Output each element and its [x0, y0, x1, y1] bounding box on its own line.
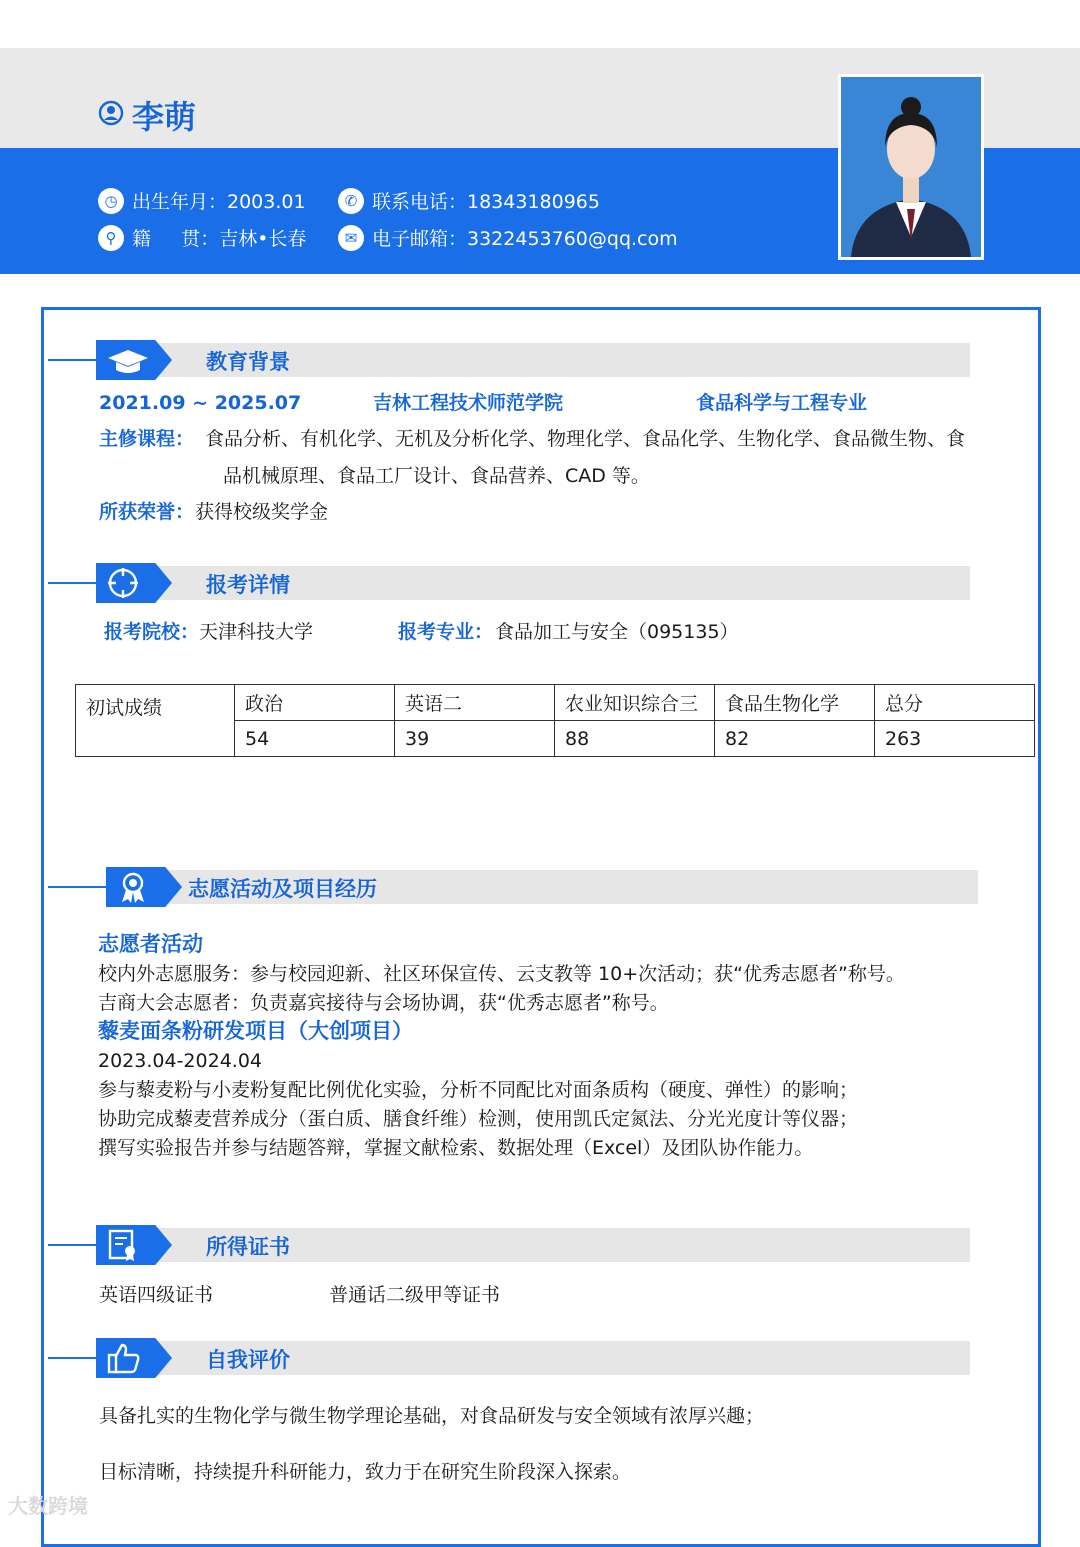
- section-title: 报考详情: [206, 573, 290, 597]
- section-title: 教育背景: [206, 350, 290, 374]
- phone-text: 联系电话：18343180965: [372, 191, 600, 213]
- edu-period: 2021.09 ~ 2025.07: [99, 392, 302, 414]
- table-header-cell: 食品生物化学: [715, 685, 875, 721]
- table-header-cell: 英语二: [395, 685, 555, 721]
- target-major-label: 报考专业：: [398, 621, 494, 643]
- birth-info: [98, 187, 306, 214]
- hometown-info: [98, 224, 306, 251]
- profile-photo: [838, 74, 984, 260]
- section-certificates: [48, 1225, 970, 1265]
- section-title: 自我评价: [206, 1348, 290, 1372]
- project-line-2: 协助完成藜麦营养成分（蛋白质、膳食纤维）检测，使用凯氏定氮法、分光光度计等仪器；: [98, 1108, 859, 1130]
- target-major: 食品加工与安全（095135）: [495, 621, 739, 643]
- score-row-label: 初试成绩: [76, 685, 235, 757]
- clock-icon: ◷: [98, 188, 124, 214]
- target-school-label: 报考院校：: [104, 621, 200, 643]
- project-line-3: 撰写实验报告并参与结题答辩，掌握文献检索、数据处理（Excel）及团队协作能力。: [98, 1137, 814, 1159]
- self-eval-line-2: 目标清晰，持续提升科研能力，致力于在研究生阶段深入探索。: [99, 1461, 632, 1483]
- project-line-1: 参与藜麦粉与小麦粉复配比例优化实验，分析不同配比对面条质构（硬度、弹性）的影响；: [98, 1079, 859, 1101]
- edu-major: 食品科学与工程专业: [696, 392, 868, 414]
- mail-icon: ✉: [338, 225, 364, 251]
- score-cell: 39: [395, 721, 555, 757]
- cert-2: 普通话二级甲等证书: [329, 1284, 501, 1306]
- name-row: [98, 92, 196, 138]
- project-period: 2023.04-2024.04: [98, 1050, 262, 1072]
- location-pin-icon: ⚲: [98, 225, 124, 251]
- table-header-cell: 总分: [875, 685, 1035, 721]
- edu-school: 吉林工程技术师范学院: [373, 392, 564, 414]
- score-cell: 82: [715, 721, 875, 757]
- user-icon: [98, 100, 124, 130]
- volunteer-line-1: 校内外志愿服务：参与校园迎新、社区环保宣传、云支教等 10+次活动；获“优秀志愿者”称号。: [98, 963, 905, 985]
- score-cell: 263: [875, 721, 1035, 757]
- table-header-cell: 政治: [235, 685, 395, 721]
- section-application: [48, 563, 970, 603]
- project-subtitle: 藜麦面条粉研发项目（大创项目）: [98, 1019, 413, 1043]
- courses-label: 主修课程：: [99, 428, 195, 450]
- section-education: [48, 340, 970, 380]
- score-cell: 54: [235, 721, 395, 757]
- email-text: 电子邮箱：3322453760@qq.com: [372, 228, 678, 250]
- phone-info: [338, 187, 600, 214]
- volunteer-subtitle: 志愿者活动: [98, 932, 203, 956]
- courses-line-2: 品机械原理、食品工厂设计、食品营养、CAD 等。: [223, 465, 650, 487]
- hometown-text: 籍 贯：吉林•长春: [132, 228, 307, 250]
- phone-icon: ✆: [338, 188, 364, 214]
- birth-text: 出生年月：2003.01: [132, 191, 306, 213]
- score-table: [75, 684, 1035, 757]
- cert-1: 英语四级证书: [99, 1284, 214, 1306]
- score-cell: 88: [555, 721, 715, 757]
- volunteer-line-2: 吉商大会志愿者：负责嘉宾接待与会场协调，获“优秀志愿者”称号。: [98, 992, 669, 1014]
- email-info: [338, 224, 678, 251]
- target-school: 天津科技大学: [199, 621, 314, 643]
- honors-label: 所获荣誉：: [99, 501, 195, 523]
- table-row: [76, 685, 1035, 721]
- courses-line-1: 食品分析、有机化学、无机及分析化学、物理化学、食品化学、生物化学、食品微生物、食: [205, 428, 966, 450]
- honors-text: 获得校级奖学金: [195, 501, 329, 523]
- watermark: 大数跨境: [8, 1494, 88, 1518]
- candidate-name: 李萌: [132, 98, 197, 136]
- section-title: 志愿活动及项目经历: [188, 877, 377, 901]
- self-eval-line-1: 具备扎实的生物化学与微生物学理论基础，对食品研发与安全领域有浓厚兴趣；: [99, 1405, 765, 1427]
- section-self-evaluation: [48, 1338, 970, 1378]
- section-title: 所得证书: [206, 1235, 290, 1259]
- section-volunteer: [48, 867, 978, 907]
- table-header-cell: 农业知识综合三: [555, 685, 715, 721]
